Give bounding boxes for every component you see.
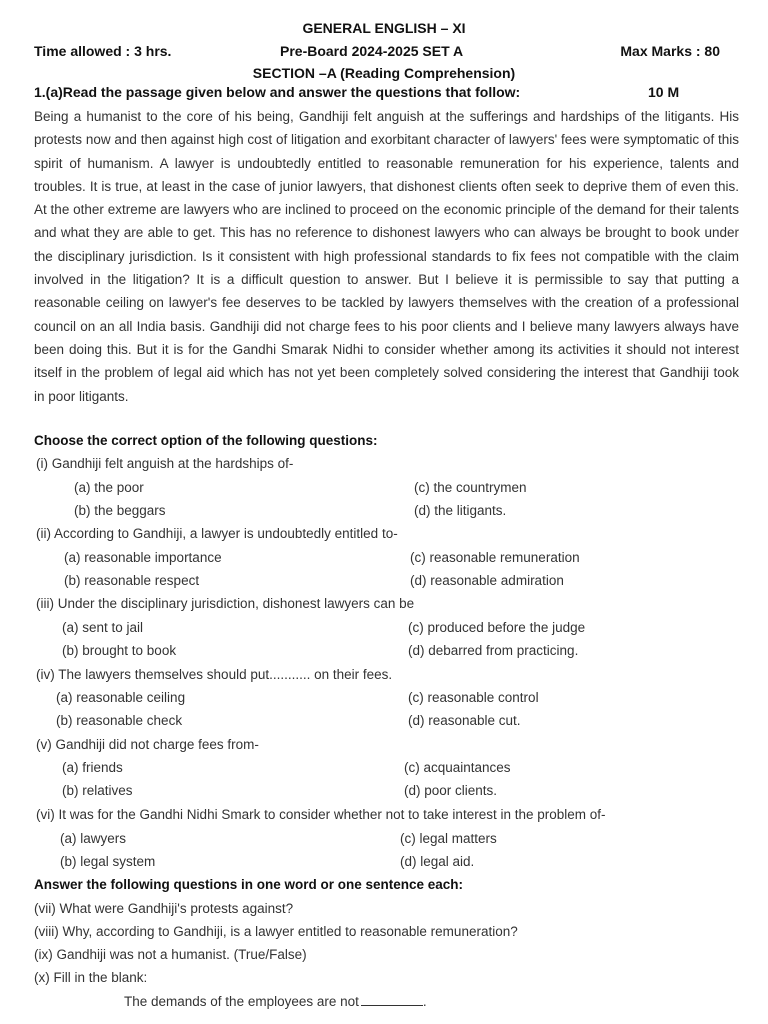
- mcq-5-option-a: (a) friends: [62, 760, 123, 775]
- fill-sentence-text: The demands of the employees are not: [124, 994, 359, 1009]
- time-allowed: Time allowed : 3 hrs.: [34, 43, 172, 59]
- mcq-question-2: (ii) According to Gandhiji, a lawyer is undoubtedly entitled to-: [36, 526, 398, 541]
- mcq-4-option-b: (b) reasonable check: [56, 713, 183, 728]
- mcq-4-option-c: (c) reasonable control: [408, 690, 539, 705]
- exam-name: Pre-Board 2024-2025 SET A: [280, 43, 464, 59]
- mcq-6-option-b: (b) legal system: [60, 854, 156, 869]
- short-answer-heading: Answer the following questions in one word or one sentence each:: [34, 877, 464, 892]
- mcq-3-option-b: (b) brought to book: [62, 643, 177, 658]
- mcq-3-option-a: (a) sent to jail: [62, 620, 144, 635]
- mcq-question-4: (iv) The lawyers themselves should put........... on their fees.: [36, 667, 393, 682]
- mcq-5-option-c: (c) acquaintances: [404, 760, 511, 775]
- header-row: [34, 43, 720, 63]
- mcq-6-option-a: (a) lawyers: [60, 831, 127, 846]
- short-question-8: (viii) Why, according to Gandhiji, is a lawyer entitled to reasonable remuneration?: [34, 924, 518, 939]
- mcq-question-6: (vi) It was for the Gandhi Nidhi Smark to consider whether not to take interest in the problem of-: [36, 807, 606, 822]
- short-question-10: (x) Fill in the blank:: [34, 970, 148, 985]
- short-question-7: (vii) What were Gandhiji's protests against?: [34, 901, 294, 916]
- fill-in-blank-sentence: [124, 993, 427, 1009]
- mcq-1-option-b: (b) the beggars: [74, 503, 166, 518]
- mcq-question-5: (v) Gandhiji did not charge fees from-: [36, 737, 259, 752]
- mcq-2-option-d: (d) reasonable admiration: [410, 573, 564, 588]
- mcq-6-option-c: (c) legal matters: [400, 831, 497, 846]
- mcq-3-option-d: (d) debarred from practicing.: [408, 643, 579, 658]
- question-1-instruction: 1.(a)Read the passage given below and answer the questions that follow:: [34, 84, 521, 100]
- mcq-3-option-c: (c) produced before the judge: [408, 620, 586, 635]
- reading-passage: Being a humanist to the core of his being, Gandhiji felt anguish at the sufferings and hardships of the litigants. His protests now and then against high cost of litigation and exorbitant character of lawyers' fees were symptomatic of this spirit of humanism. A lawyer is undoubtedly entitled to reasonable remuneration for his experience, talents and troubles. It is true, at least in the case of junior lawyers, that dishonest clients often seek to deprive them of even this. At the other extreme are lawyers who are inclined to proceed on the economic principle of the demand for their talents and what they are able to get. This has no reference to dishonest lawyers who can always be brought to book under the disciplinary jurisdiction. Is it consistent with high professional standards to fix fees not compatible with the claim involved in the litigation? It is a difficult question to answer. But I believe it is permissible to say that putting a reasonable ceiling on lawyer's fee deserves to be tackled by lawyers themselves with the creation of a professional council on an all India basis. Gandhiji did not charge fees to his poor clients and I believe many lawyers always have been doing this. But it is for the Gandhi Smarak Nidhi to consider whether among its activities it should not interest itself in the problem of legal aid which has not yet been completely solved considering the interest that Gandhiji took in poor litigants.: [34, 109, 739, 404]
- max-marks: Max Marks : 80: [620, 43, 720, 59]
- mcq-heading: Choose the correct option of the following questions:: [34, 433, 378, 448]
- answer-blank: [361, 993, 423, 1006]
- mcq-6-option-d: (d) legal aid.: [400, 854, 475, 869]
- mcq-4-option-a: (a) reasonable ceiling: [56, 690, 186, 705]
- question-1-heading: [34, 84, 724, 102]
- paper-title: GENERAL ENGLISH – XI: [302, 20, 466, 36]
- mcq-1-option-a: (a) the poor: [74, 480, 144, 495]
- mcq-2-option-c: (c) reasonable remuneration: [410, 550, 580, 565]
- mcq-5-option-b: (b) relatives: [62, 783, 133, 798]
- mcq-2-option-a: (a) reasonable importance: [64, 550, 222, 565]
- section-title: SECTION –A (Reading Comprehension): [252, 65, 516, 81]
- mcq-question-3: (iii) Under the disciplinary jurisdiction, dishonest lawyers can be: [36, 596, 415, 611]
- mcq-1-option-c: (c) the countrymen: [414, 480, 527, 495]
- mcq-1-option-d: (d) the litigants.: [414, 503, 507, 518]
- fill-sentence-end: .: [422, 994, 427, 1009]
- mcq-2-option-b: (b) reasonable respect: [64, 573, 200, 588]
- mcq-5-option-d: (d) poor clients.: [404, 783, 498, 798]
- mcq-question-1: (i) Gandhiji felt anguish at the hardships of-: [36, 456, 294, 471]
- question-1-marks: 10 M: [648, 84, 680, 100]
- mcq-4-option-d: (d) reasonable cut.: [408, 713, 521, 728]
- short-question-9: (ix) Gandhiji was not a humanist. (True/False): [34, 947, 307, 962]
